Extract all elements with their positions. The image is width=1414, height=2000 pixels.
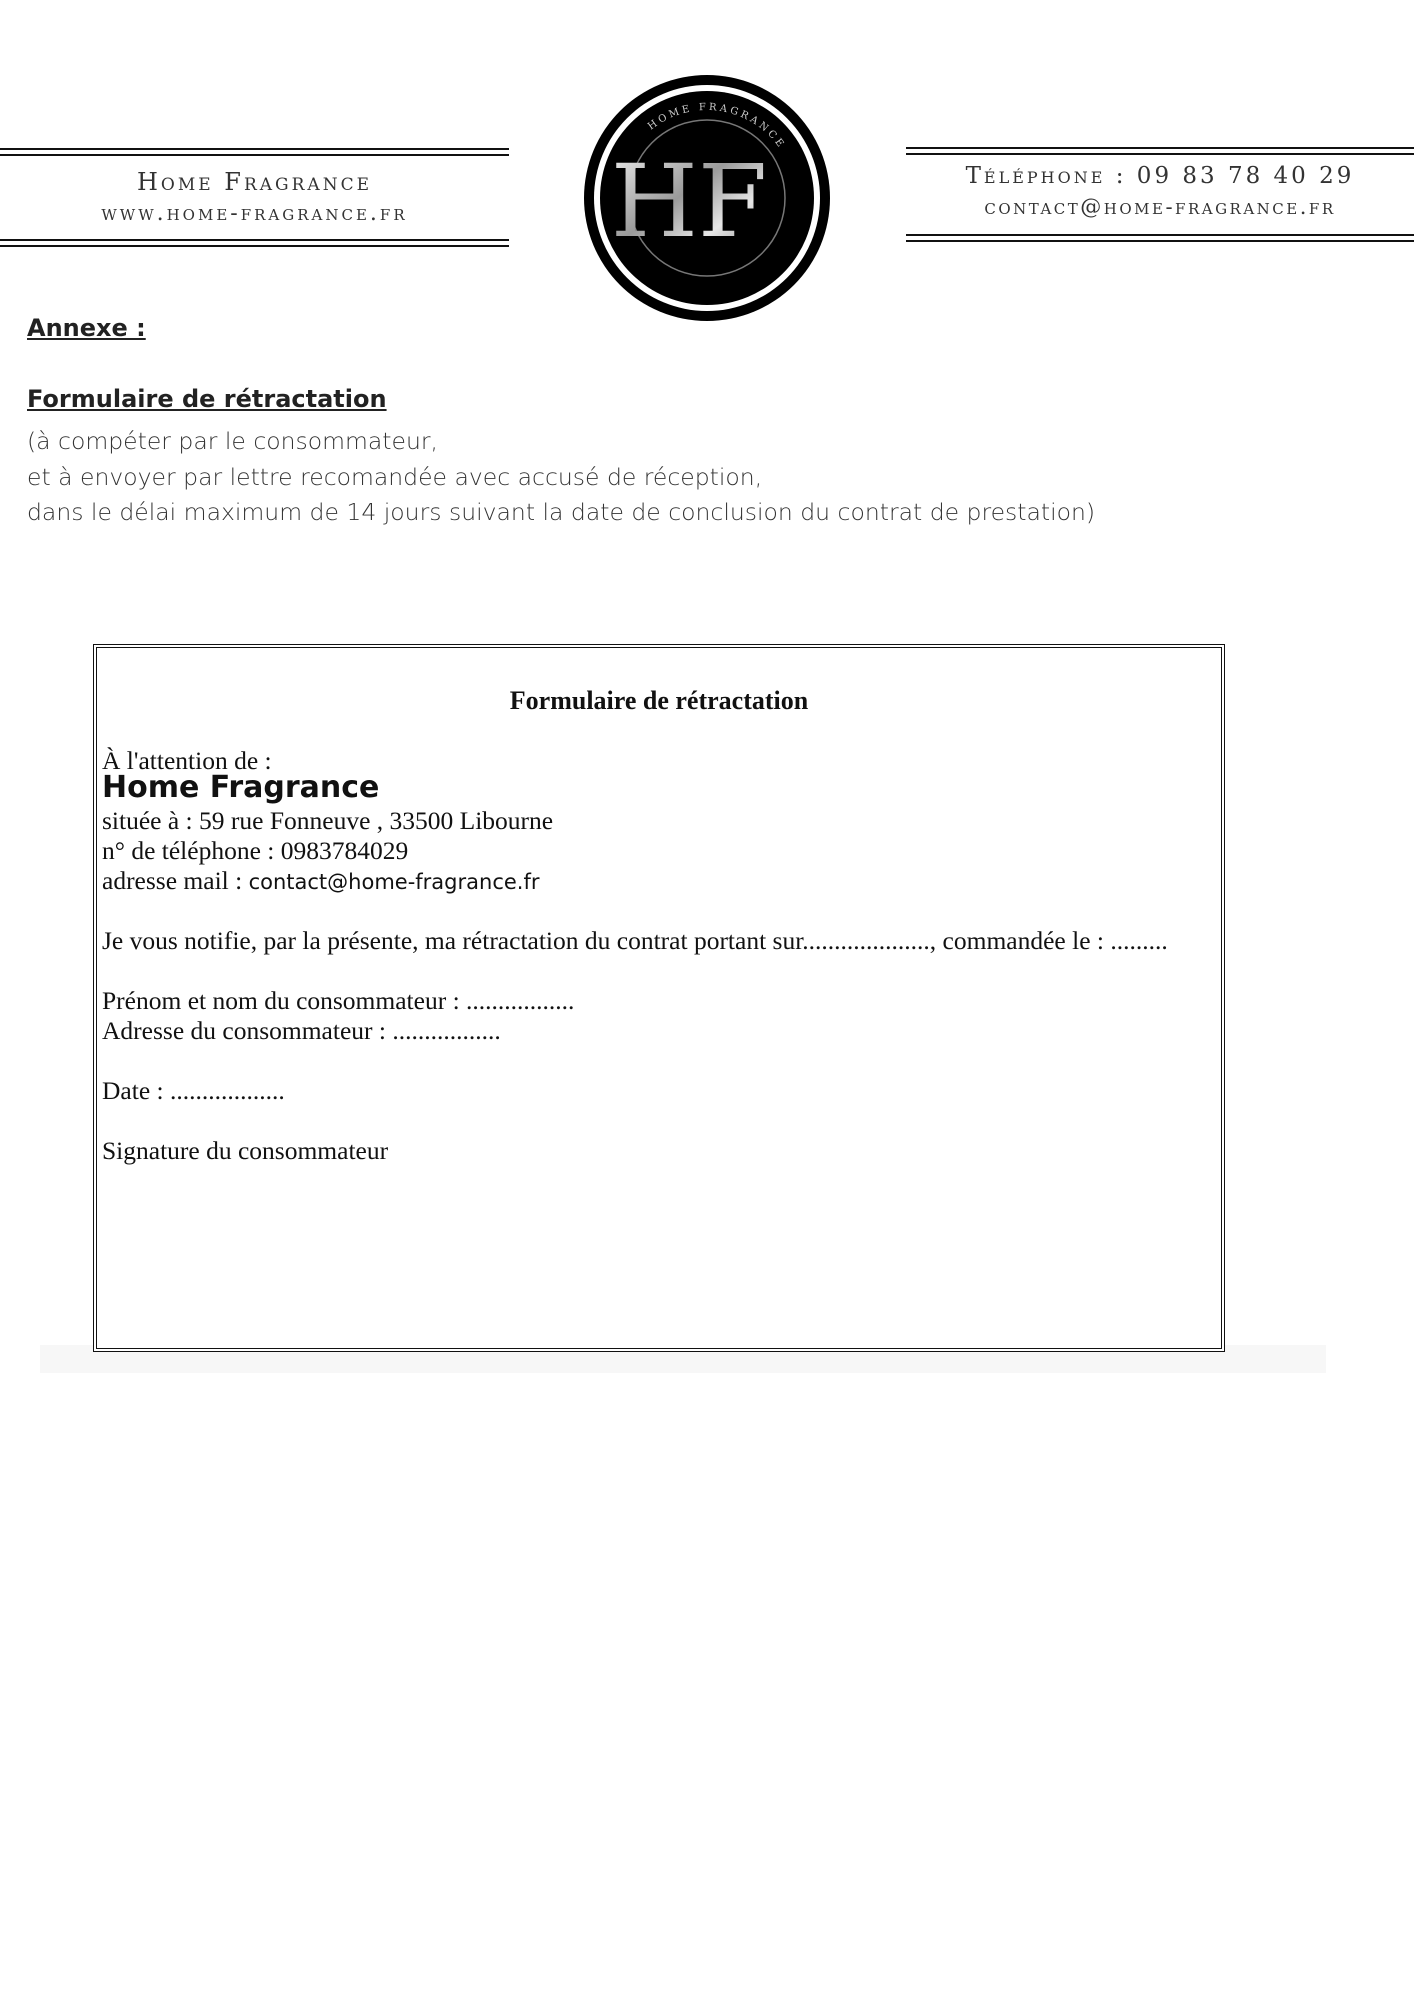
logo-monogram: HF bbox=[610, 143, 768, 260]
email-label: adresse mail : bbox=[102, 866, 249, 895]
svg-text:HOME FRAGRANCE: HOME FRAGRANCE bbox=[646, 101, 788, 152]
intro-line: (à compéter par le consommateur, bbox=[27, 427, 439, 455]
consumer-name-field: Prénom et nom du consommateur : ................. bbox=[102, 986, 575, 1015]
consumer-address-field: Adresse du consommateur : ................. bbox=[102, 1016, 501, 1045]
phone-number: Téléphone : 09 83 78 40 29 bbox=[965, 163, 1355, 189]
company-name: Home Fragrance bbox=[137, 168, 372, 196]
email-address: contact@home-fragrance.fr bbox=[984, 195, 1336, 219]
signature-label: Signature du consommateur bbox=[102, 1136, 389, 1165]
intro-line: dans le délai maximum de 14 jours suivant la date de conclusion du contrat de prestation) bbox=[27, 498, 1096, 526]
notification-line: Je vous notifie, par la présente, ma rétractation du contrat portant sur...................., commandée le : ......... bbox=[102, 926, 1168, 955]
intro-line: et à envoyer par lettre recomandée avec accusé de réception, bbox=[27, 462, 763, 491]
company-address: située à : 59 rue Fonneuve , 33500 Libourne bbox=[102, 806, 554, 835]
header-right-band bbox=[906, 147, 1414, 247]
form-heading: Formulaire de rétractation bbox=[27, 385, 387, 413]
company-phone: n° de téléphone : 0983784029 bbox=[102, 836, 409, 865]
double-rule-bottom bbox=[0, 239, 509, 248]
form-title: Formulaire de rétractation bbox=[509, 686, 809, 715]
withdrawal-form bbox=[93, 644, 1225, 1352]
attention-line: À l'attention de : bbox=[102, 746, 272, 775]
company-email-line bbox=[102, 866, 539, 896]
website-url: www.home-fragrance.fr bbox=[101, 201, 408, 226]
intro-text bbox=[27, 424, 1095, 531]
header-left-band bbox=[0, 148, 509, 248]
email-value: contact@home-fragrance.fr bbox=[248, 870, 540, 894]
hf-logo bbox=[583, 74, 831, 322]
double-rule-top bbox=[906, 147, 1414, 156]
date-field: Date : .................. bbox=[102, 1076, 285, 1105]
double-rule-top bbox=[0, 148, 509, 157]
double-rule-bottom bbox=[906, 234, 1414, 243]
annexe-label: Annexe : bbox=[27, 314, 146, 342]
company-name: Home Fragrance bbox=[102, 770, 380, 805]
